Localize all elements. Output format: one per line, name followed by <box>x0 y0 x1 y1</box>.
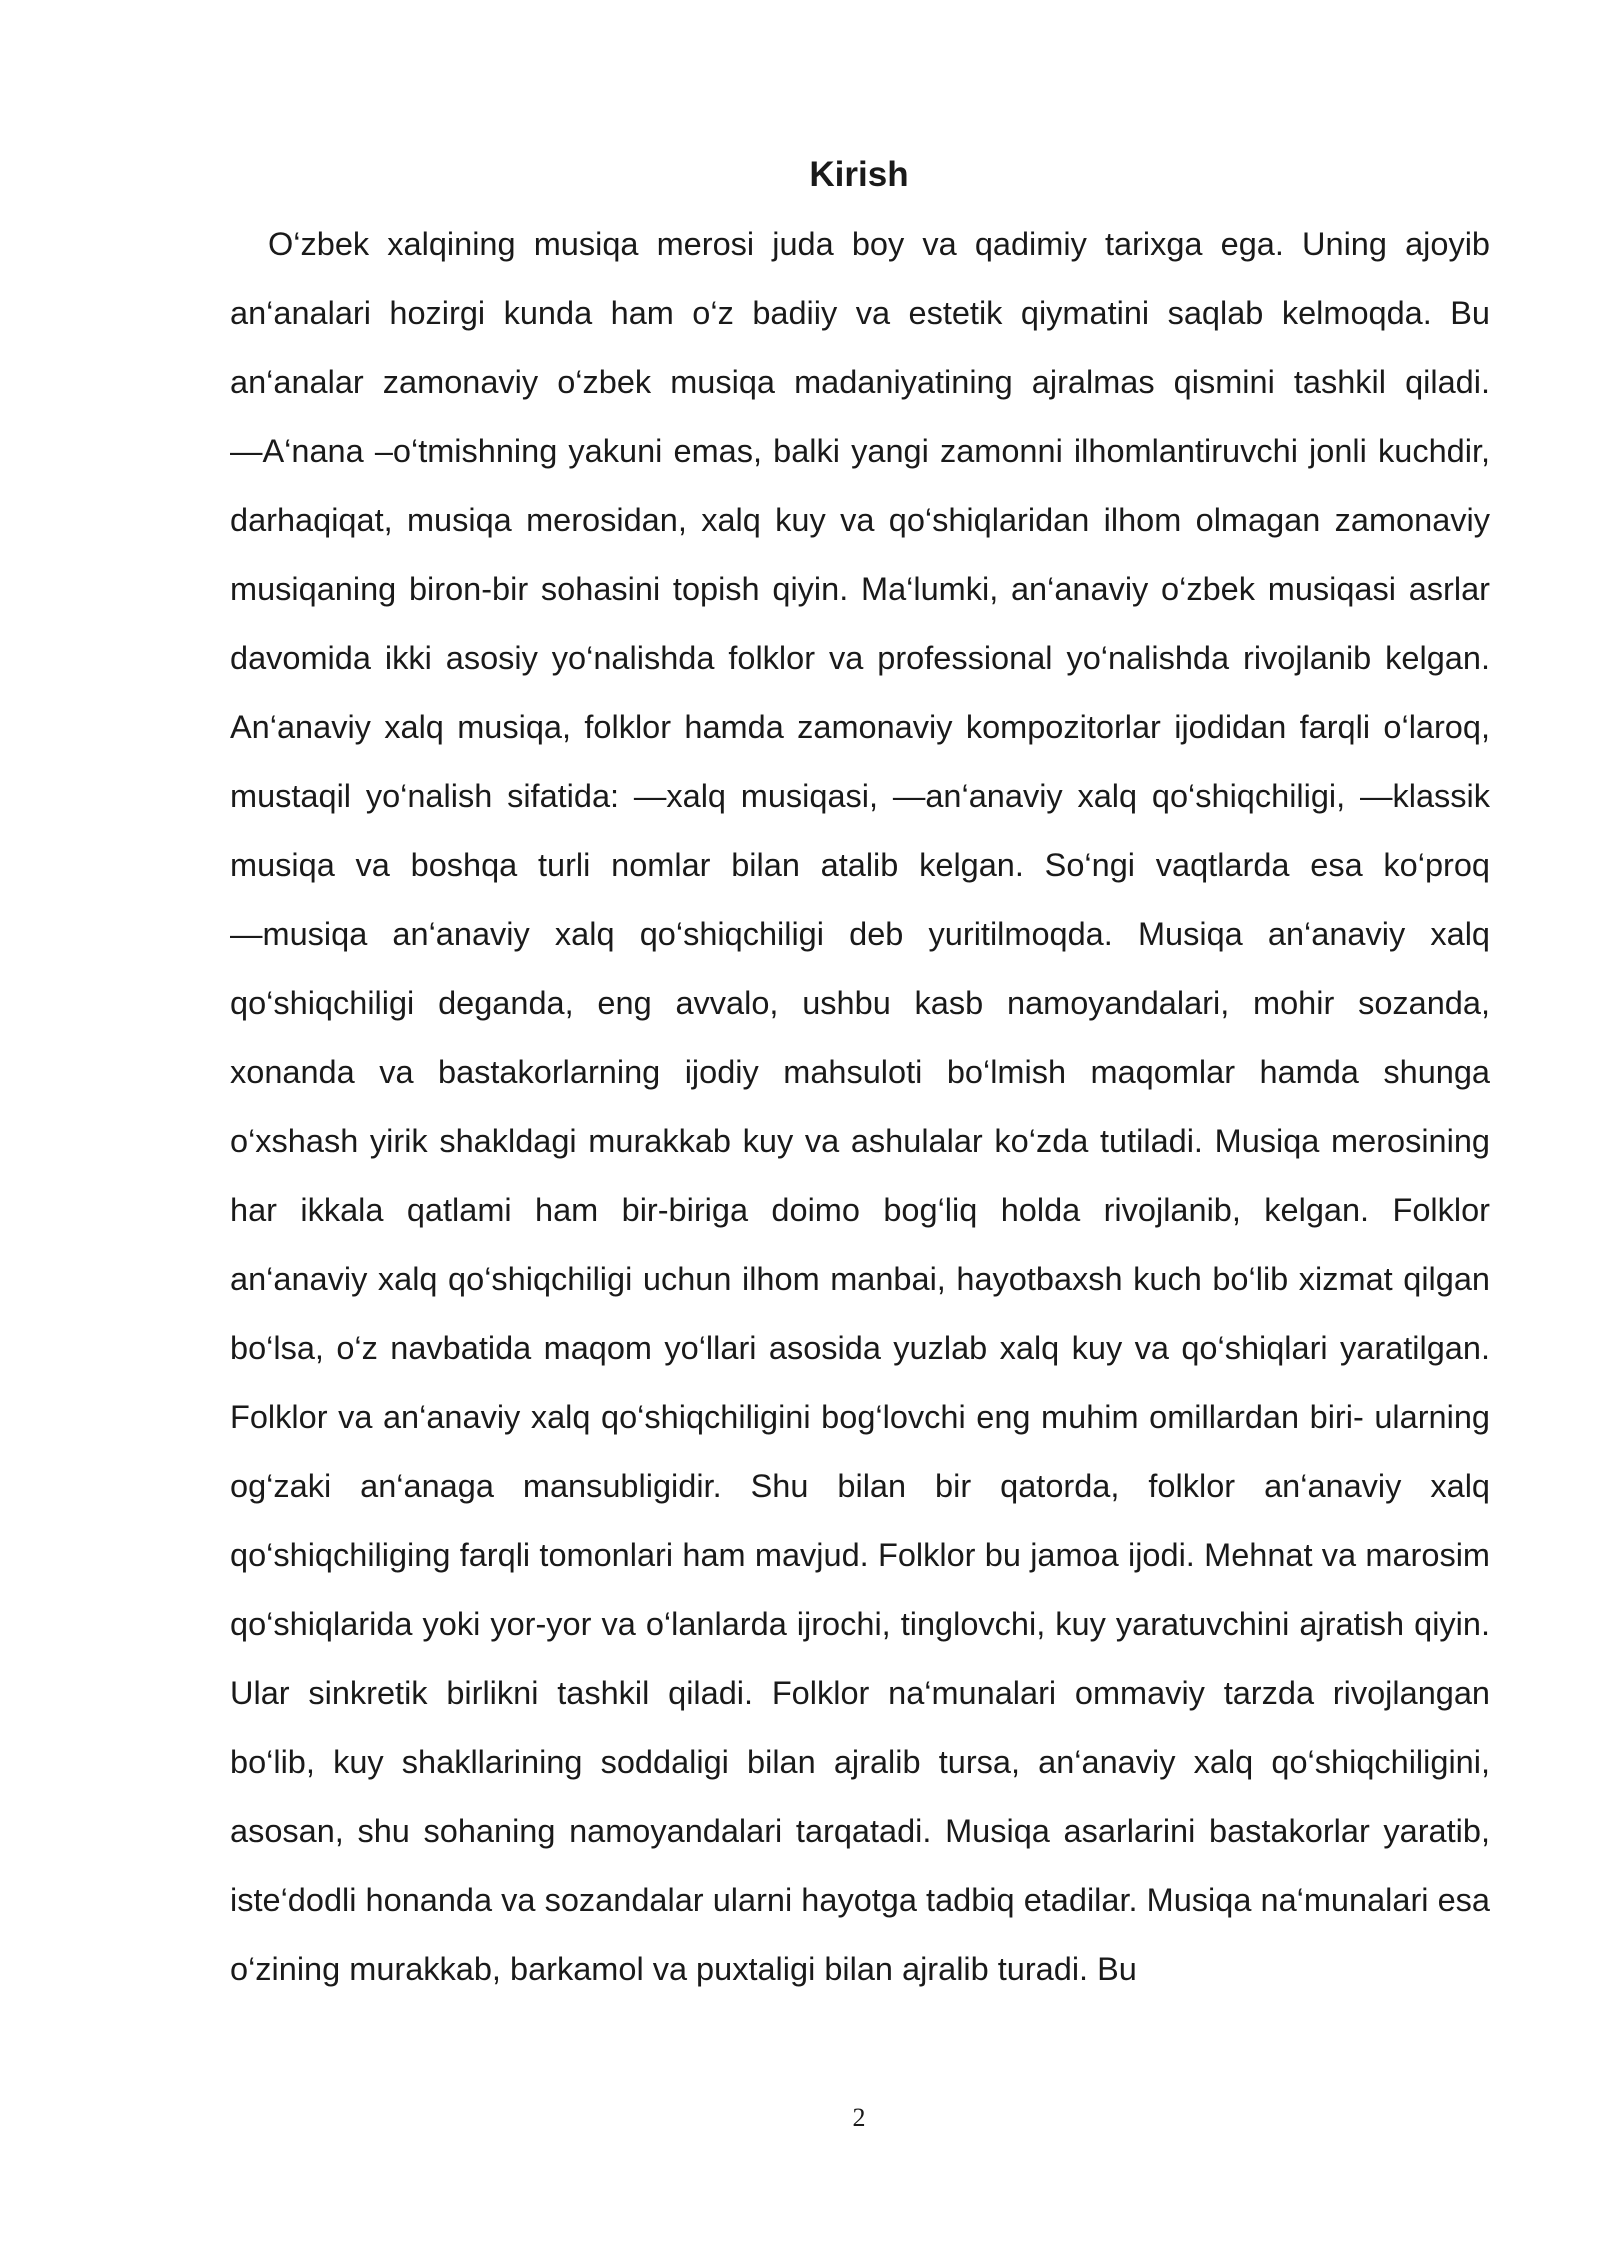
body-paragraph: O‘zbek xalqining musiqa merosi juda boy va qadimiy tarixga ega. Uning ajoyib an‘analari hozirgi kunda ham o‘z badiiy va estetik qiymatini saqlab kelmoqda. Bu an‘analar zamonaviy o‘zbek musiqa madaniyatining ajralmas qismini tashkil qiladi. ―A‘nana –o‘tmishning yakuni emas, balki yangi zamonni ilhomlantiruvchi jonli kuchdir, darhaqiqat, musiqa merosidan, xalq kuy va qo‘shiqlaridan ilhom olmagan zamonaviy musiqaning biron-bir sohasini topish qiyin. Ma‘lumki, an‘anaviy o‘zbek musiqasi asrlar davomida ikki asosiy yo‘nalishda folklor va professional yo‘nalishda rivojlanib kelgan. An‘anaviy xalq musiqa, folklor hamda zamonaviy kompozitorlar ijodidan farqli o‘laroq, mustaqil yo‘nalish sifatida: ―xalq musiqasi, ―an‘anaviy xalq qo‘shiqchiligi, ―klassik musiqa va boshqa turli nomlar bilan atalib kelgan. So‘ngi vaqtlarda esa ko‘proq ―musiqa an‘anaviy xalq qo‘shiqchiligi deb yuritilmoqda. Musiqa an‘anaviy xalq qo‘shiqchiligi deganda, eng avvalo, ushbu kasb namoyandalari, mohir sozanda, xonanda va bastakorlarning ijodiy mahsuloti bo‘lmish maqomlar hamda shunga o‘xshash yirik shakldagi murakkab kuy va ashulalar ko‘zda tutiladi. Musiqa merosining har ikkala qatlami ham bir-biriga doimo bog‘liq holda rivojlanib, kelgan. Folklor an‘anaviy xalq qo‘shiqchiligi uchun ilhom manbai, hayotbaxsh kuch bo‘lib xizmat qilgan bo‘lsa, o‘z navbatida maqom yo‘llari asosida yuzlab xalq kuy va qo‘shiqlari yaratilgan. Folklor va an‘anaviy xalq qo‘shiqchiligini bog‘lovchi eng muhim omillardan biri- ularning og‘zaki an‘anaga mansubligidir. Shu bilan bir qatorda, folklor an‘anaviy xalq qo‘shiqchiliging farqli tomonlari ham mavjud. Folklor bu jamoa ijodi. Mehnat va marosim qo‘shiqlarida yoki yor-yor va o‘lanlarda ijrochi, tinglovchi, kuy yaratuvchini ajratish qiyin. Ular sinkretik birlikni tashkil qiladi. Folklor na‘munalari ommaviy tarzda rivojlangan bo‘lib, kuy shakllarining soddaligi bilan ajralib tursa, an‘anaviy xalq qo‘shiqchiligini, asosan, shu sohaning namoyandalari tarqatadi. Musiqa asarlarini bastakorlar yaratib, iste‘dodli honanda va sozandalar ularni hayotga tadbiq etadilar. Musiqa na‘munalari esa o‘zining murakkab, barkamol va puxtaligi bilan ajralib turadi. Bu <box>230 226 1490 1987</box>
page-title: Kirish <box>809 155 909 194</box>
page-number: 2 <box>852 2103 866 2132</box>
